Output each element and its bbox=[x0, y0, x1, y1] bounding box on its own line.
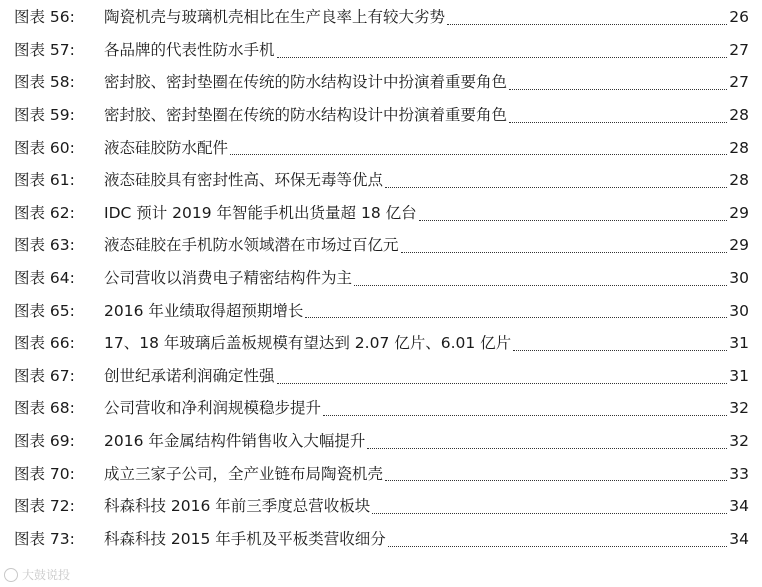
toc-entry[interactable] bbox=[0, 165, 762, 197]
toc-dot-leader bbox=[385, 480, 727, 481]
toc-entry-page: 34 bbox=[729, 497, 749, 516]
toc-entry-title: 2016 年业绩取得超预期增长 bbox=[104, 301, 304, 320]
toc-entry[interactable] bbox=[0, 393, 762, 425]
toc-entry-title: 公司营收和净利润规模稳步提升 bbox=[104, 399, 322, 418]
toc-entry-page: 29 bbox=[729, 203, 749, 222]
toc-entry-title: 陶瓷机壳与玻璃机壳相比在生产良率上有较大劣势 bbox=[104, 8, 446, 27]
toc-entry-page: 26 bbox=[729, 8, 749, 27]
toc-entry-label: 图表 72: bbox=[14, 497, 75, 516]
toc-entry-page: 28 bbox=[729, 106, 749, 125]
toc-entry[interactable] bbox=[0, 295, 762, 327]
toc-dot-leader bbox=[385, 187, 727, 188]
watermark-logo-icon bbox=[4, 568, 18, 582]
toc-entry-label: 图表 58: bbox=[14, 73, 75, 92]
toc-dot-leader bbox=[277, 383, 727, 384]
toc-entry-label: 图表 68: bbox=[14, 399, 75, 418]
toc-entry[interactable] bbox=[0, 230, 762, 262]
toc-dot-leader bbox=[367, 448, 727, 449]
toc-dot-leader bbox=[447, 24, 727, 25]
toc-entry[interactable] bbox=[0, 426, 762, 458]
toc-entry-label: 图表 69: bbox=[14, 432, 75, 451]
toc-entry-label: 图表 65: bbox=[14, 301, 75, 320]
toc-entry-title: 科森科技 2016 年前三季度总营收板块 bbox=[104, 497, 371, 516]
toc-entry[interactable] bbox=[0, 458, 762, 490]
toc-dot-leader bbox=[277, 57, 727, 58]
toc-entry-page: 28 bbox=[729, 171, 749, 190]
toc-entry-page: 30 bbox=[729, 301, 749, 320]
toc-entry-label: 图表 57: bbox=[14, 40, 75, 59]
toc-entry-page: 28 bbox=[729, 138, 749, 157]
toc-entry-label: 图表 67: bbox=[14, 366, 75, 385]
toc-entry-title: 液态硅胶具有密封性高、环保无毒等优点 bbox=[104, 171, 384, 190]
toc-entry-page: 27 bbox=[729, 40, 749, 59]
toc-entry-title: 17、18 年玻璃后盖板规模有望达到 2.07 亿片、6.01 亿片 bbox=[104, 334, 512, 353]
toc-entry-label: 图表 62: bbox=[14, 203, 75, 222]
toc-dot-leader bbox=[513, 350, 727, 351]
toc-entry-page: 32 bbox=[729, 399, 749, 418]
toc-entry[interactable] bbox=[0, 132, 762, 164]
toc-entry[interactable] bbox=[0, 67, 762, 99]
toc-entry-label: 图表 73: bbox=[14, 529, 75, 548]
toc-dot-leader bbox=[230, 154, 727, 155]
toc-entry-page: 31 bbox=[729, 366, 749, 385]
toc-entry-label: 图表 70: bbox=[14, 464, 75, 483]
watermark-text: 大鼓说投 bbox=[22, 568, 71, 582]
toc-dot-leader bbox=[509, 122, 727, 123]
toc-entry[interactable] bbox=[0, 35, 762, 67]
toc-entry-title: 密封胶、密封垫圈在传统的防水结构设计中扮演着重要角色 bbox=[104, 73, 508, 92]
toc-entry[interactable] bbox=[0, 524, 762, 556]
toc-dot-leader bbox=[372, 513, 727, 514]
toc-dot-leader bbox=[305, 317, 727, 318]
toc-entry-title: 创世纪承诺利润确定性强 bbox=[104, 366, 275, 385]
toc-entry-page: 31 bbox=[729, 334, 749, 353]
toc-entry-title: 科森科技 2015 年手机及平板类营收细分 bbox=[104, 529, 386, 548]
toc-dot-leader bbox=[323, 415, 727, 416]
toc-entry-page: 33 bbox=[729, 464, 749, 483]
toc-entry-title: 液态硅胶防水配件 bbox=[104, 138, 229, 157]
toc-dot-leader bbox=[388, 546, 727, 547]
toc-entry[interactable] bbox=[0, 100, 762, 132]
toc-entry-label: 图表 60: bbox=[14, 138, 75, 157]
toc-entry-title: IDC 预计 2019 年智能手机出货量超 18 亿台 bbox=[104, 203, 417, 222]
toc-entry-title: 密封胶、密封垫圈在传统的防水结构设计中扮演着重要角色 bbox=[104, 106, 508, 125]
toc-entry-label: 图表 66: bbox=[14, 334, 75, 353]
toc-entry[interactable] bbox=[0, 328, 762, 360]
toc-entry-title: 2016 年金属结构件销售收入大幅提升 bbox=[104, 432, 366, 451]
toc-dot-leader bbox=[509, 89, 727, 90]
toc-entry-page: 27 bbox=[729, 73, 749, 92]
toc-entry[interactable] bbox=[0, 2, 762, 34]
toc-entry-page: 30 bbox=[729, 269, 749, 288]
toc-entry-label: 图表 64: bbox=[14, 269, 75, 288]
toc-entry[interactable] bbox=[0, 361, 762, 393]
toc-entry-page: 34 bbox=[729, 529, 749, 548]
toc-entry-page: 29 bbox=[729, 236, 749, 255]
toc-entry[interactable] bbox=[0, 491, 762, 523]
toc-entry-title: 液态硅胶在手机防水领域潜在市场过百亿元 bbox=[104, 236, 399, 255]
toc-dot-leader bbox=[354, 285, 727, 286]
toc-entry-label: 图表 61: bbox=[14, 171, 75, 190]
toc-entry-label: 图表 63: bbox=[14, 236, 75, 255]
toc-dot-leader bbox=[419, 220, 727, 221]
toc-entry[interactable] bbox=[0, 198, 762, 230]
toc-entry[interactable] bbox=[0, 263, 762, 295]
toc-entry-title: 各品牌的代表性防水手机 bbox=[104, 40, 275, 59]
toc-entry-label: 图表 56: bbox=[14, 8, 75, 27]
toc-entry-page: 32 bbox=[729, 432, 749, 451]
toc-entry-title: 成立三家子公司，全产业链布局陶瓷机壳 bbox=[104, 464, 384, 483]
toc-entry-title: 公司营收以消费电子精密结构件为主 bbox=[104, 269, 353, 288]
watermark bbox=[4, 566, 70, 583]
toc-dot-leader bbox=[401, 252, 727, 253]
toc-entry-label: 图表 59: bbox=[14, 106, 75, 125]
